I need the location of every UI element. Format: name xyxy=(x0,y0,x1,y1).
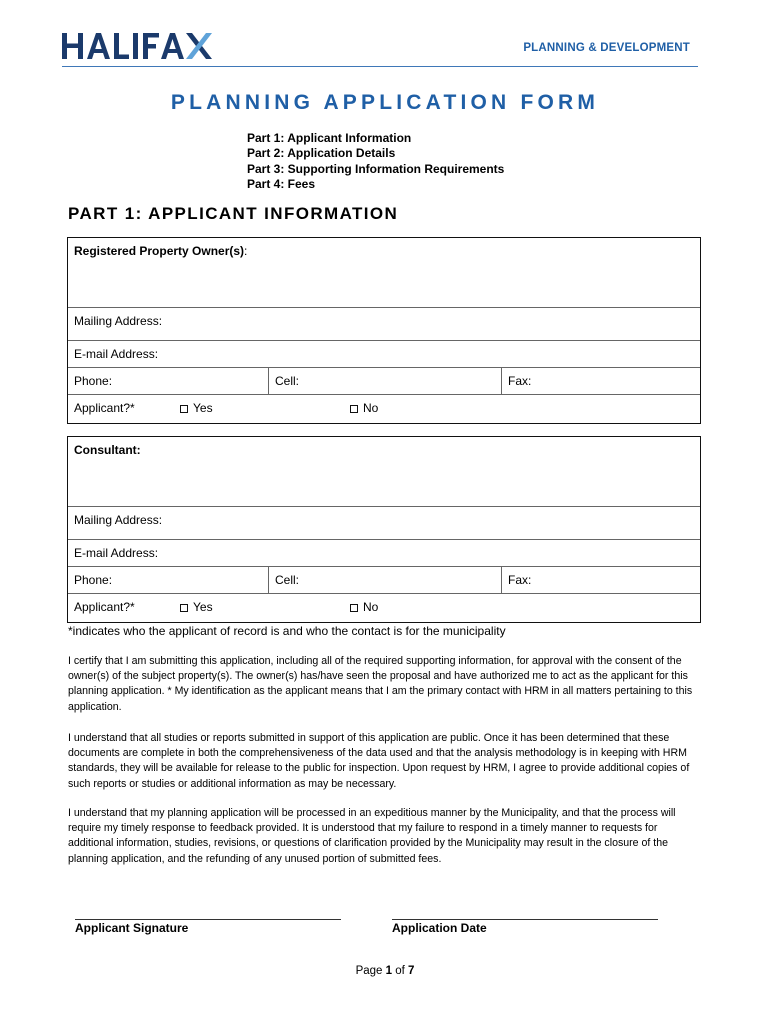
page-number xyxy=(0,965,770,977)
owner-field[interactable] xyxy=(68,238,700,307)
email-address-label: E-mail Address: xyxy=(74,347,159,361)
applicant-signature-label: Applicant Signature xyxy=(75,921,189,935)
consultant-field[interactable] xyxy=(68,437,700,506)
page-total: 7 xyxy=(408,965,415,977)
owner-label: Registered Property Owner(s) xyxy=(74,244,245,258)
yes-label: Yes xyxy=(193,600,213,614)
parts-list-item: Part 1: Applicant Information xyxy=(247,131,412,145)
owner-applicant-yes[interactable] xyxy=(174,395,344,423)
consultant-email-field[interactable] xyxy=(68,540,700,566)
email-address-label: E-mail Address: xyxy=(74,546,159,560)
consultant-applicant-row xyxy=(68,593,700,622)
yes-label: Yes xyxy=(193,401,213,415)
consultant-phone-row xyxy=(68,566,700,593)
parts-list-item: Part 4: Fees xyxy=(247,177,316,192)
applicant-footnote: *indicates who the applicant of record is and who the contact is for the municipality xyxy=(68,624,506,638)
mailing-address-label: Mailing Address: xyxy=(74,314,163,328)
owner-phone-row xyxy=(68,367,700,394)
phone-label: Phone: xyxy=(74,374,113,388)
applicant-question-label: Applicant?* xyxy=(74,600,135,614)
parts-list xyxy=(247,131,504,193)
consultant-mailing-field[interactable] xyxy=(68,507,700,539)
owner-fax-field[interactable] xyxy=(501,368,700,394)
cell-label: Cell: xyxy=(275,374,300,388)
owner-phone-field[interactable] xyxy=(68,368,268,394)
no-checkbox[interactable] xyxy=(350,405,358,413)
consultant-fax-field[interactable] xyxy=(501,567,700,593)
consultant-cell-field[interactable] xyxy=(268,567,501,593)
consultant-email-row xyxy=(68,539,700,566)
page-mid: of xyxy=(392,965,409,977)
consultant-label: Consultant: xyxy=(74,443,141,457)
owner-mailing-field[interactable] xyxy=(68,308,700,340)
owner-form-box xyxy=(67,237,701,424)
fax-label: Fax: xyxy=(508,573,532,587)
consultant-row xyxy=(68,437,700,506)
processing-paragraph: I understand that my planning application will be processed in an expeditious manner by the Municipality, and that the process will require my timely response to feedback provided. It is understood that my failure to respond in a timely manner to requests for additional information, studies, revisions, or questions of clarification provided by the Municipality may result in the closure of the planning application, and the refunding of any unused portion of submitted fees. xyxy=(68,807,676,865)
halifax-logo xyxy=(62,30,214,62)
owner-applicant-row xyxy=(68,394,700,423)
owner-applicant-label-cell xyxy=(68,395,174,423)
consultant-phone-field[interactable] xyxy=(68,567,268,593)
mailing-address-label: Mailing Address: xyxy=(74,513,163,527)
applicant-question-label: Applicant?* xyxy=(74,401,135,415)
consultant-mailing-row xyxy=(68,506,700,539)
page-title: PLANNING APPLICATION FORM xyxy=(170,91,600,114)
owner-email-row xyxy=(68,340,700,367)
no-checkbox[interactable] xyxy=(350,604,358,612)
consultant-applicant-yes[interactable] xyxy=(174,594,344,622)
owner-cell-field[interactable] xyxy=(268,368,501,394)
yes-checkbox[interactable] xyxy=(180,604,188,612)
consultant-applicant-no[interactable] xyxy=(344,594,494,622)
owner-row xyxy=(68,238,700,307)
owner-email-field[interactable] xyxy=(68,341,700,367)
parts-list-item: Part 3: Supporting Information Requirements xyxy=(247,161,505,176)
consultant-form-box xyxy=(67,436,701,623)
parts-list-item: Part 2: Application Details xyxy=(247,146,396,161)
fax-label: Fax: xyxy=(508,374,532,388)
signature-line[interactable] xyxy=(75,919,341,920)
section-title: PART 1: APPLICANT INFORMATION xyxy=(68,204,399,223)
cell-label: Cell: xyxy=(275,573,300,587)
no-label: No xyxy=(363,600,379,614)
yes-checkbox[interactable] xyxy=(180,405,188,413)
department-label: PLANNING & DEVELOPMENT xyxy=(523,42,690,54)
public-studies-paragraph: I understand that all studies or reports submitted in support of this application are public. Once it has been determined that these documents are complete in both the comprehensiveness of the data used and that the analysis methodology is in keeping with HRM standards, they will be available for release to the public for inspection. Upon request by HRM, I agree to provide additional copies of such reports or studies or additional information as may be necessary. xyxy=(68,732,690,790)
owner-applicant-no[interactable] xyxy=(344,395,494,423)
date-line[interactable] xyxy=(392,919,658,920)
certification-paragraph: I certify that I am submitting this application, including all of the required supporting information, for approval with the consent of the owner(s) of the subject property(s). The owner(s) has/have seen the proposal and have authorized me to act as the applicant for this planning application. * My identification as the applicant means that I am the primary contact with HRM in all matters pertaining to this application. xyxy=(68,655,693,713)
no-label: No xyxy=(363,401,379,415)
page-current: 1 xyxy=(385,965,393,977)
phone-label: Phone: xyxy=(74,573,113,587)
page-prefix: Page xyxy=(355,965,386,977)
owner-label-colon: : xyxy=(244,244,248,258)
header-divider xyxy=(62,66,698,67)
owner-mailing-row xyxy=(68,307,700,340)
application-date-label: Application Date xyxy=(392,921,487,935)
consultant-applicant-label-cell xyxy=(68,594,174,622)
